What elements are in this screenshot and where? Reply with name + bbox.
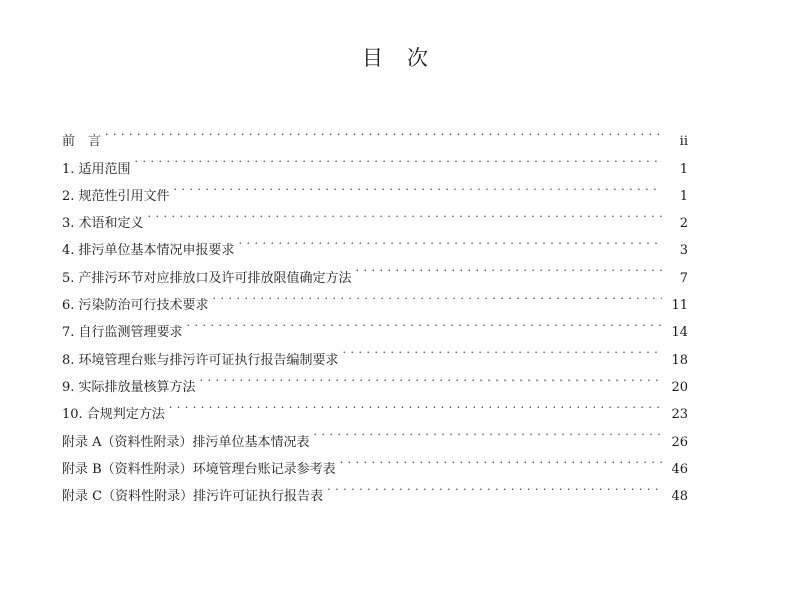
toc-entry-page: 11 <box>671 298 688 314</box>
toc-entry-page: ii <box>679 134 688 150</box>
dot-leader <box>213 282 662 309</box>
toc-entry-label: 附录 A（资料性附录）排污单位基本情况表 <box>62 434 310 450</box>
toc-entry-label: 附录 B（资料性附录）环境管理台账记录参考表 <box>62 461 336 477</box>
dot-leader <box>327 473 662 500</box>
dot-leader <box>169 391 662 418</box>
toc-entry-page: 2 <box>679 216 688 232</box>
dot-leader <box>187 309 662 336</box>
page-title <box>0 42 792 72</box>
toc-entry-label: 7. 自行监测管理要求 <box>62 325 183 341</box>
toc-entry-label: 2. 规范性引用文件 <box>62 188 170 204</box>
toc-entry-label: 4. 排污单位基本情况申报要求 <box>62 243 235 259</box>
dot-leader <box>200 364 662 391</box>
dot-leader <box>343 336 662 363</box>
toc-entry-label: 5. 产排污环节对应排放口及许可排放限值确定方法 <box>62 270 352 286</box>
title-char-1: 目 <box>362 46 385 70</box>
toc-entry-label: 1. 适用范围 <box>62 161 131 177</box>
toc-entry-label: 6. 污染防治可行技术要求 <box>62 298 209 314</box>
toc-entry-page: 7 <box>679 270 688 286</box>
toc-entry[interactable] <box>62 200 688 232</box>
toc-entry-label: 附录 C（资料性附录）排污许可证执行报告表 <box>62 489 324 505</box>
toc-entry-page: 3 <box>679 243 688 259</box>
toc-entry-page: 20 <box>671 379 688 395</box>
toc-entry-page: 14 <box>671 325 688 341</box>
toc-entry-label: 9. 实际排放量核算方法 <box>62 379 196 395</box>
toc-entry[interactable] <box>62 227 688 259</box>
dot-leader <box>174 173 662 200</box>
toc-entry-page: 23 <box>671 407 688 423</box>
dot-leader <box>356 254 662 281</box>
toc-entry-page: 1 <box>679 161 688 177</box>
toc-entry[interactable] <box>62 118 688 150</box>
toc-entry-label: 前 言 <box>62 134 102 150</box>
dot-leader <box>105 118 662 145</box>
toc-entry[interactable] <box>62 145 688 177</box>
dot-leader <box>148 200 662 227</box>
toc-entry[interactable] <box>62 173 688 204</box>
toc-entry-page: 1 <box>679 188 688 204</box>
toc-entry-page: 48 <box>671 489 688 505</box>
toc-entry-page: 18 <box>671 352 688 368</box>
toc-entry-label: 8. 环境管理台账与排污许可证执行报告编制要求 <box>62 352 339 368</box>
dot-leader <box>239 227 662 254</box>
toc-entry-label: 10. 合规判定方法 <box>62 407 165 423</box>
title-char-2: 次 <box>407 46 430 70</box>
toc-entry-page: 26 <box>671 434 688 450</box>
dot-leader <box>314 418 662 445</box>
table-of-contents <box>62 118 688 505</box>
toc-entry-page: 46 <box>671 461 688 477</box>
dot-leader <box>340 446 662 473</box>
dot-leader <box>135 145 662 172</box>
toc-entry-label: 3. 术语和定义 <box>62 216 144 232</box>
